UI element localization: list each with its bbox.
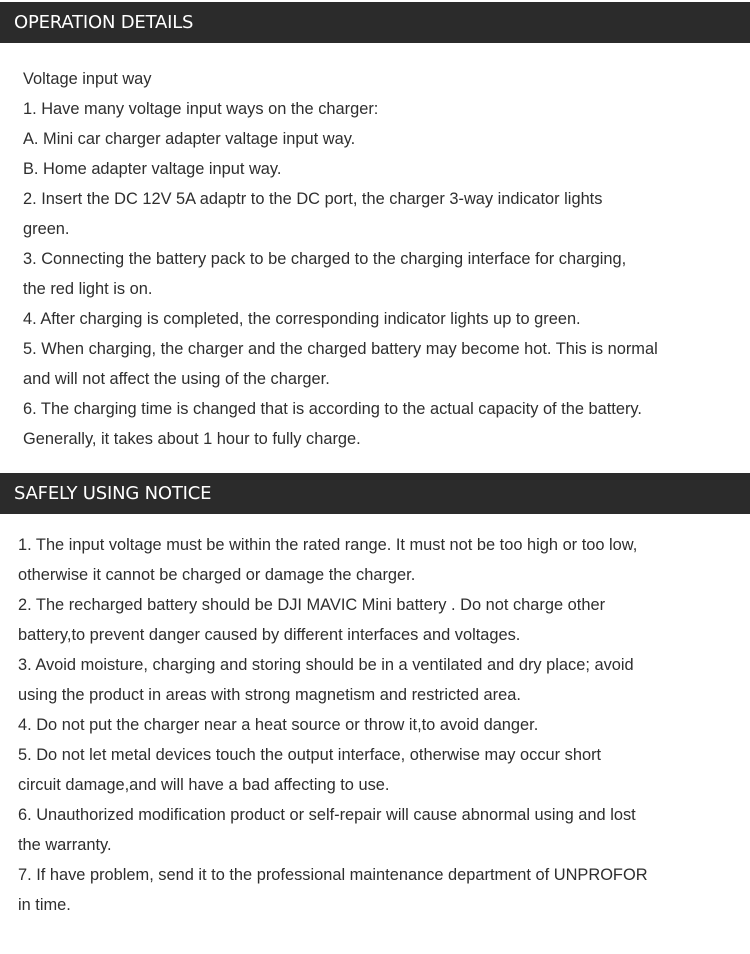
text-line: the red light is on. — [23, 280, 153, 298]
text-line: and will not affect the using of the charger. — [23, 370, 330, 388]
text-line: Generally, it takes about 1 hour to fully charge. — [23, 430, 361, 448]
text-line: circuit damage,and will have a bad affecting to use. — [18, 776, 390, 794]
text-line: 2. Insert the DC 12V 5A adaptr to the DC port, the charger 3-way indicator lights — [23, 190, 603, 208]
safely-using-notice-header — [0, 473, 750, 514]
text-line: 4. Do not put the charger near a heat source or throw it,to avoid danger. — [18, 716, 539, 734]
safely-using-notice-title: SAFELY USING NOTICE — [14, 483, 212, 504]
safely-using-notice-text — [18, 530, 743, 920]
operation-details-header — [0, 2, 750, 43]
text-line: using the product in areas with strong magnetism and restricted area. — [18, 686, 521, 704]
text-line: B. Home adapter valtage input way. — [23, 160, 282, 178]
text-line: 3. Connecting the battery pack to be charged to the charging interface for charging, — [23, 250, 627, 268]
text-line: 6. Unauthorized modification product or self-repair will cause abnormal using and lost — [18, 806, 636, 824]
text-line: 5. Do not let metal devices touch the output interface, otherwise may occur short — [18, 746, 602, 764]
text-line: green. — [23, 220, 70, 238]
text-line: 5. When charging, the charger and the charged battery may become hot. This is normal — [23, 340, 658, 358]
text-line: 1. Have many voltage input ways on the charger: — [23, 100, 379, 118]
text-line: battery,to prevent danger caused by different interfaces and voltages. — [18, 626, 521, 644]
text-line: 1. The input voltage must be within the rated range. It must not be too high or too low, — [18, 536, 638, 554]
text-line: Voltage input way — [23, 70, 152, 88]
text-line: A. Mini car charger adapter valtage input way. — [23, 130, 356, 148]
operation-details-text — [23, 64, 743, 454]
text-line: otherwise it cannot be charged or damage the charger. — [18, 566, 416, 584]
operation-details-title: OPERATION DETAILS — [14, 12, 194, 33]
text-line: 4. After charging is completed, the corresponding indicator lights up to green. — [23, 310, 581, 328]
text-line: the warranty. — [18, 836, 112, 854]
text-line: 6. The charging time is changed that is according to the actual capacity of the battery. — [23, 400, 642, 418]
text-line: 3. Avoid moisture, charging and storing should be in a ventilated and dry place; avoid — [18, 656, 634, 674]
text-line: 7. If have problem, send it to the professional maintenance department of UNPROFOR — [18, 866, 648, 884]
text-line: in time. — [18, 896, 71, 914]
text-line: 2. The recharged battery should be DJI MAVIC Mini battery . Do not charge other — [18, 596, 606, 614]
